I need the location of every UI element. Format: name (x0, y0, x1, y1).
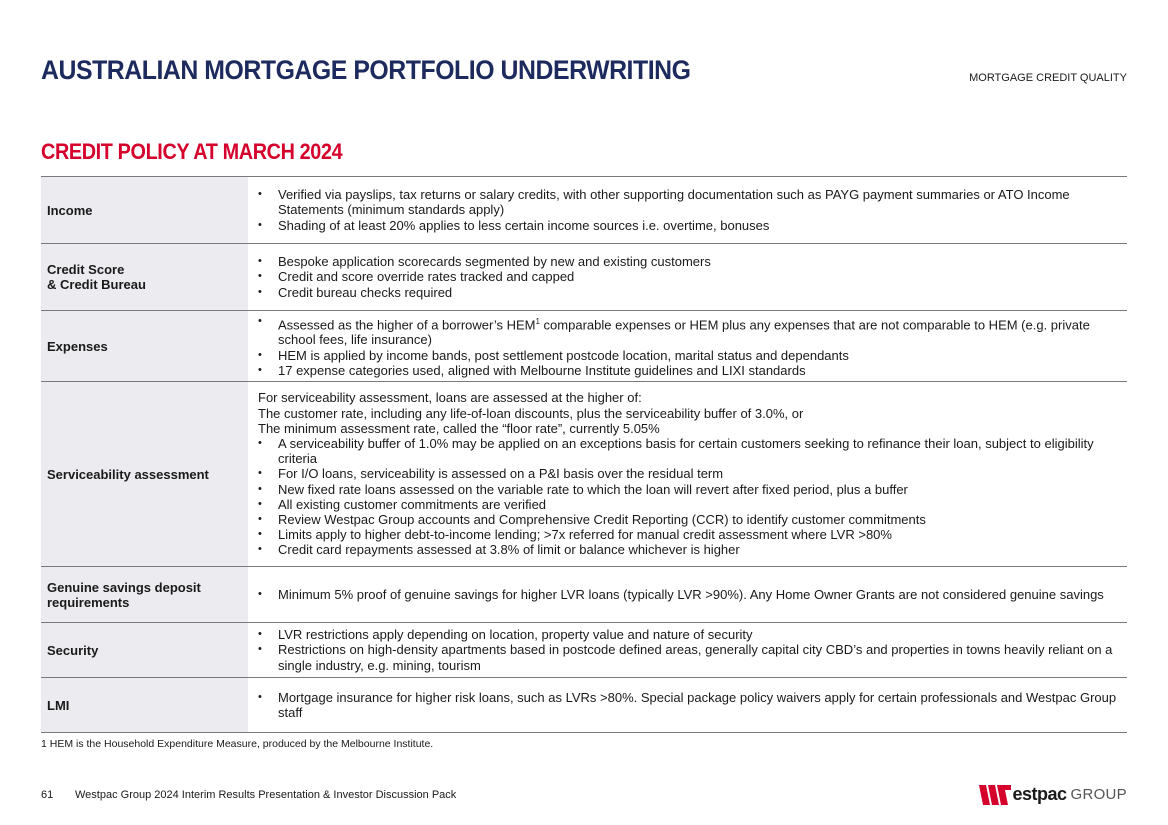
table-row-security (41, 623, 1127, 678)
intro-line: The customer rate, including any life-of-loan discounts, plus the serviceability buffer of 3.0%, or (258, 405, 804, 421)
row-content-income (248, 177, 1127, 244)
table-row-expenses (41, 311, 1127, 382)
footer-text: Westpac Group 2024 Interim Results Presentation & Investor Discussion Pack (75, 789, 457, 801)
list-item: • Bespoke application scorecards segmented by new and existing customers (258, 254, 1123, 269)
label-line: Credit Score (47, 262, 125, 277)
list-item: • Verified via payslips, tax returns or salary credits, with other supporting documentation such as PAYG payment summaries or ATO Income Statements (minimum standards apply) (258, 187, 1123, 217)
list-item: • A serviceability buffer of 1.0% may be applied on an exceptions basis for certain customers seeking to refinance their loan, subject to eligibility criteria (258, 436, 1123, 466)
list-item: • LVR restrictions apply depending on location, property value and nature of security (258, 627, 1123, 642)
list-item: • Minimum 5% proof of genuine savings for higher LVR loans (typically LVR >90%). Any Home Owner Grants are not considered genuine savings (258, 587, 1123, 602)
table-row-income (41, 177, 1127, 244)
bullet-list (258, 187, 1123, 233)
label-line: & Credit Bureau (47, 277, 146, 292)
logo-group-text: GROUP (1070, 786, 1127, 803)
table-row-serviceability (41, 382, 1127, 567)
list-item: • Credit card repayments assessed at 3.8% of limit or balance whichever is higher (258, 542, 1123, 557)
row-content-credit-score (248, 244, 1127, 311)
row-label-serviceability: Serviceability assessment (41, 382, 248, 567)
intro-line: For serviceability assessment, loans are assessed at the higher of: (258, 390, 642, 406)
bullet-list (258, 254, 1123, 300)
table-row-credit-score (41, 244, 1127, 311)
row-content-genuine-savings (248, 567, 1127, 623)
list-item: • Credit and score override rates tracked and capped (258, 269, 1123, 284)
bullet-text: Assessed as the higher of a borrower’s HEM (278, 317, 536, 333)
bullet-list (258, 314, 1123, 378)
list-item: • All existing customer commitments are verified (258, 497, 1123, 512)
logo-wordmark: estpac (1012, 784, 1067, 804)
row-label-security: Security (41, 623, 248, 678)
list-item: • Credit bureau checks required (258, 285, 1123, 300)
row-label-credit-score (41, 244, 248, 311)
credit-policy-table (41, 176, 1127, 733)
row-content-serviceability (248, 382, 1127, 567)
page-number: 61 (41, 789, 54, 801)
list-item: • For I/O loans, serviceability is assessed on a P&I basis over the residual term (258, 466, 1123, 481)
row-content-security (248, 623, 1127, 678)
list-item: • Mortgage insurance for higher risk loans, such as LVRs >80%. Special package policy waivers apply for certain professionals and Westpac Group staff (258, 690, 1123, 720)
list-item: • Restrictions on high-density apartments based in postcode defined areas, generally capital city CBD’s and properties in towns heavily reliant on a single industry, e.g. mining, tourism (258, 642, 1123, 672)
table-row-genuine-savings (41, 567, 1127, 623)
label-line: Genuine savings deposit (47, 579, 201, 595)
list-item: • HEM is applied by income bands, post settlement postcode location, marital status and dependants (258, 348, 1123, 363)
label-line: requirements (47, 594, 130, 610)
page-title: AUSTRALIAN MORTGAGE PORTFOLIO UNDERWRITING (41, 55, 691, 85)
list-item (258, 314, 1123, 348)
list-item: • Limits apply to higher debt-to-income lending; >7x referred for manual credit assessment where LVR >80% (258, 527, 1123, 542)
row-label-genuine-savings (41, 567, 248, 623)
footnote: 1 HEM is the Household Expenditure Measure, produced by the Melbourne Institute. (41, 738, 434, 750)
intro-line: The minimum assessment rate, called the “floor rate”, currently 5.05% (258, 420, 660, 436)
bullet-text: comparable expenses or HEM plus any expenses that are not comparable to HEM (e.g. private school fees, life insurance) (278, 317, 1090, 348)
list-item: • New fixed rate loans assessed on the variable rate to which the loan will revert after fixed period, plus a buffer (258, 482, 1123, 497)
westpac-w-logo-icon (979, 785, 1011, 805)
section-tag: MORTGAGE CREDIT QUALITY (969, 72, 1127, 84)
table-row-lmi (41, 678, 1127, 733)
bullet-list (258, 690, 1123, 720)
row-content-lmi (248, 678, 1127, 733)
list-item: • Review Westpac Group accounts and Comprehensive Credit Reporting (CCR) to identify customer commitments (258, 512, 1123, 527)
bullet-list (258, 436, 1123, 558)
westpac-logo (979, 784, 1127, 805)
footnote-ref: 1 (535, 316, 540, 326)
row-label-income: Income (41, 177, 248, 244)
row-label-lmi: LMI (41, 678, 248, 733)
bullet-list (258, 587, 1123, 602)
row-label-expenses: Expenses (41, 311, 248, 382)
section-subtitle: CREDIT POLICY AT MARCH 2024 (41, 139, 343, 164)
list-item: • Shading of at least 20% applies to less certain income sources i.e. overtime, bonuses (258, 218, 1123, 233)
list-item: • 17 expense categories used, aligned with Melbourne Institute guidelines and LIXI standards (258, 363, 1123, 378)
bullet-list (258, 627, 1123, 673)
row-content-expenses (248, 311, 1127, 382)
